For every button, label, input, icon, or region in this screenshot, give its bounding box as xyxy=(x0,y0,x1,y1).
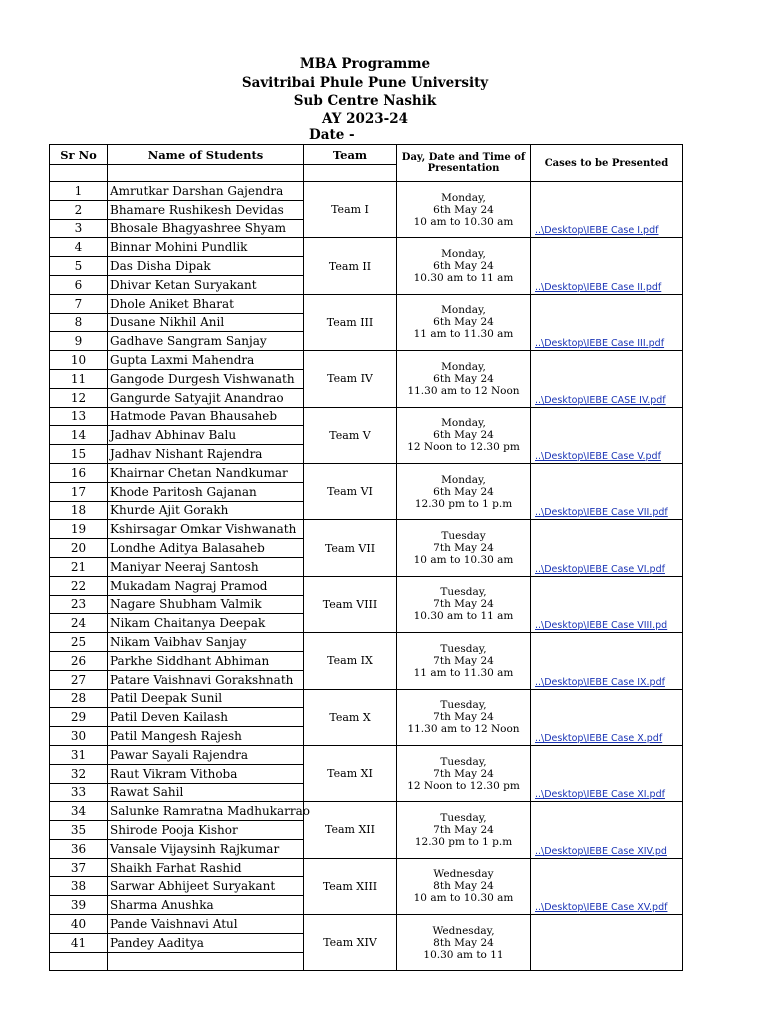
schedule-day: Monday, xyxy=(441,248,486,261)
schedule-time: 10.30 am to 11 am xyxy=(413,272,514,285)
student-name-cell: Kshirsagar Omkar Vishwanath xyxy=(108,520,304,539)
student-name-cell: Gangode Durgesh Vishwanath xyxy=(108,369,304,388)
sr-no-cell: 19 xyxy=(50,520,108,539)
schedule-day: Tuesday, xyxy=(440,811,487,824)
case-link[interactable]: ..\Desktop\IEBE Case V.pdf xyxy=(531,407,683,463)
schedule-time: 10 am to 10.30 am xyxy=(413,215,514,228)
student-name-cell: Shirode Pooja Kishor xyxy=(108,821,304,840)
schedule-time: 11 am to 11.30 am xyxy=(413,328,514,341)
schedule-date: 6th May 24 xyxy=(433,485,494,498)
sr-no-cell: 39 xyxy=(50,896,108,915)
student-name-cell: Gupta Laxmi Mahendra xyxy=(108,351,304,370)
sr-no-cell xyxy=(50,952,108,971)
schedule-day: Tuesday, xyxy=(440,642,487,655)
schedule-date: 7th May 24 xyxy=(433,542,494,555)
student-name-cell: Patil Mangesh Rajesh xyxy=(108,727,304,746)
schedule-time: 11 am to 11.30 am xyxy=(413,666,514,679)
student-name-cell: Gangurde Satyajit Anandrao xyxy=(108,388,304,407)
team-cell: Team I xyxy=(304,182,397,238)
student-name-cell: Jadhav Abhinav Balu xyxy=(108,426,304,445)
team-cell: Team VIII xyxy=(304,576,397,632)
col-header-sr: Sr No xyxy=(50,145,108,165)
sr-no-cell: 9 xyxy=(50,332,108,351)
case-link[interactable]: ..\Desktop\IEBE Case XV.pdf xyxy=(531,858,683,914)
schedule-cell xyxy=(397,520,531,576)
sr-no-cell: 7 xyxy=(50,294,108,313)
schedule-date: 8th May 24 xyxy=(433,880,494,893)
team-cell: Team X xyxy=(304,689,397,745)
table-row xyxy=(50,238,683,257)
schedule-time: 10 am to 10.30 am xyxy=(413,892,514,905)
sr-no-cell: 29 xyxy=(50,708,108,727)
schedule-cell xyxy=(397,182,531,238)
col-header-team: Team xyxy=(304,145,397,165)
student-name-cell: Khurde Ajit Gorakh xyxy=(108,501,304,520)
student-name-cell: Dhole Aniket Bharat xyxy=(108,294,304,313)
student-name-cell: Shaikh Farhat Rashid xyxy=(108,858,304,877)
schedule-date: 7th May 24 xyxy=(433,711,494,724)
schedule-cell xyxy=(397,407,531,463)
schedule-cell xyxy=(397,689,531,745)
sr-no-cell: 22 xyxy=(50,576,108,595)
blank-cell xyxy=(50,165,108,182)
table-row xyxy=(50,407,683,426)
sr-no-cell: 2 xyxy=(50,200,108,219)
student-name-cell: Nikam Vaibhav Sanjay xyxy=(108,633,304,652)
sr-no-cell: 12 xyxy=(50,388,108,407)
schedule-time: 12 Noon to 12.30 pm xyxy=(407,779,520,792)
sr-no-cell: 26 xyxy=(50,651,108,670)
schedule-cell xyxy=(397,802,531,858)
sr-no-cell: 8 xyxy=(50,313,108,332)
student-name-cell: Dusane Nikhil Anil xyxy=(108,313,304,332)
schedule-date: 6th May 24 xyxy=(433,316,494,329)
schedule-cell xyxy=(397,858,531,914)
sr-no-cell: 17 xyxy=(50,482,108,501)
team-cell: Team XI xyxy=(304,745,397,801)
sr-no-cell: 18 xyxy=(50,501,108,520)
student-name-cell: Patil Deepak Sunil xyxy=(108,689,304,708)
sr-no-cell: 41 xyxy=(50,933,108,952)
student-name-cell: Bhosale Bhagyashree Shyam xyxy=(108,219,304,238)
student-name-cell: Bhamare Rushikesh Devidas xyxy=(108,200,304,219)
student-name-cell: Sarwar Abhijeet Suryakant xyxy=(108,877,304,896)
table-row xyxy=(50,689,683,708)
blank-cell xyxy=(304,165,397,182)
case-link[interactable]: ..\Desktop\IEBE Case II.pdf xyxy=(531,238,683,294)
student-name-cell xyxy=(108,952,304,971)
sr-no-cell: 20 xyxy=(50,539,108,558)
student-name-cell: Salunke Ramratna Madhukarrao xyxy=(108,802,304,821)
sr-no-cell: 3 xyxy=(50,219,108,238)
sr-no-cell: 33 xyxy=(50,783,108,802)
schedule-date: 7th May 24 xyxy=(433,767,494,780)
schedule-date: 7th May 24 xyxy=(433,823,494,836)
schedule-day: Monday, xyxy=(441,304,486,317)
team-cell: Team VII xyxy=(304,520,397,576)
table-row xyxy=(50,463,683,482)
student-name-cell: Rawat Sahil xyxy=(108,783,304,802)
case-link[interactable]: ..\Desktop\IEBE Case XIV.pd xyxy=(531,802,683,858)
schedule-cell xyxy=(397,238,531,294)
student-name-cell: Patil Deven Kailash xyxy=(108,708,304,727)
student-name-cell: Parkhe Siddhant Abhiman xyxy=(108,651,304,670)
case-link[interactable]: ..\Desktop\IEBE CASE IV.pdf xyxy=(531,351,683,407)
schedule-time: 10.30 am to 11 xyxy=(423,948,504,961)
case-link[interactable]: ..\Desktop\IEBE Case IX.pdf xyxy=(531,633,683,689)
student-name-cell: Londhe Aditya Balasaheb xyxy=(108,539,304,558)
sr-no-cell: 31 xyxy=(50,745,108,764)
sr-no-cell: 35 xyxy=(50,821,108,840)
sr-no-cell: 37 xyxy=(50,858,108,877)
schedule-body xyxy=(50,182,683,971)
sr-no-cell: 27 xyxy=(50,670,108,689)
case-link[interactable]: ..\Desktop\IEBE Case VII.pdf xyxy=(531,463,683,519)
case-link[interactable]: ..\Desktop\IEBE Case X.pdf xyxy=(531,689,683,745)
team-cell: Team III xyxy=(304,294,397,350)
schedule-date: 7th May 24 xyxy=(433,598,494,611)
case-link[interactable]: ..\Desktop\IEBE Case I.pdf xyxy=(531,182,683,238)
sr-no-cell: 11 xyxy=(50,369,108,388)
table-row xyxy=(50,576,683,595)
sr-no-cell: 16 xyxy=(50,463,108,482)
schedule-cell xyxy=(397,294,531,350)
table-row xyxy=(50,633,683,652)
university-name: Savitribai Phule Pune University xyxy=(241,75,489,91)
student-name-cell: Pandey Aaditya xyxy=(108,933,304,952)
student-name-cell: Pande Vaishnavi Atul xyxy=(108,915,304,934)
team-cell: Team VI xyxy=(304,463,397,519)
col-header-day: Day, Date and Time of Presentation xyxy=(397,145,531,182)
schedule-day: Wednesday, xyxy=(432,924,495,937)
schedule-cell xyxy=(397,351,531,407)
schedule-day: Tuesday xyxy=(441,530,486,543)
student-name-cell: Raut Vikram Vithoba xyxy=(108,764,304,783)
student-name-cell: Khairnar Chetan Nandkumar xyxy=(108,463,304,482)
team-cell: Team II xyxy=(304,238,397,294)
sr-no-cell: 23 xyxy=(50,595,108,614)
sr-no-cell: 24 xyxy=(50,614,108,633)
table-row xyxy=(50,520,683,539)
case-link[interactable]: ..\Desktop\IEBE Case VIII.pd xyxy=(531,576,683,632)
table-row xyxy=(50,351,683,370)
table-row xyxy=(50,858,683,877)
sr-no-cell: 4 xyxy=(50,238,108,257)
schedule-day: Tuesday, xyxy=(440,586,487,599)
schedule-date: 6th May 24 xyxy=(433,203,494,216)
student-name-cell: Das Disha Dipak xyxy=(108,257,304,276)
team-cell: Team XIII xyxy=(304,858,397,914)
table-row xyxy=(50,294,683,313)
schedule-time: 12 Noon to 12.30 pm xyxy=(407,441,520,454)
schedule-cell xyxy=(397,463,531,519)
col-header-cases: Cases to be Presented xyxy=(531,145,683,182)
schedule-cell xyxy=(397,745,531,801)
sr-no-cell: 40 xyxy=(50,915,108,934)
centre-name: Sub Centre Nashik xyxy=(293,93,437,109)
sr-no-cell: 10 xyxy=(50,351,108,370)
sr-no-cell: 6 xyxy=(50,275,108,294)
sr-no-cell: 21 xyxy=(50,557,108,576)
schedule-day: Wednesday xyxy=(433,868,494,881)
sr-no-cell: 30 xyxy=(50,727,108,746)
schedule-time: 11.30 am to 12 Noon xyxy=(407,723,520,736)
sr-no-cell: 13 xyxy=(50,407,108,426)
sr-no-cell: 15 xyxy=(50,445,108,464)
team-cell: Team IV xyxy=(304,351,397,407)
table-row xyxy=(50,182,683,201)
schedule-time: 12.30 pm to 1 p.m xyxy=(414,835,513,848)
schedule-day: Monday, xyxy=(441,417,486,430)
schedule-time: 10 am to 10.30 am xyxy=(413,554,514,567)
date-label: Date - xyxy=(309,127,355,143)
student-name-cell: Mukadam Nagraj Pramod xyxy=(108,576,304,595)
schedule-time: 11.30 am to 12 Noon xyxy=(407,384,520,397)
schedule-day: Monday, xyxy=(441,191,486,204)
schedule-date: 6th May 24 xyxy=(433,372,494,385)
team-cell: Team IX xyxy=(304,633,397,689)
schedule-date: 8th May 24 xyxy=(433,936,494,949)
table-row xyxy=(50,745,683,764)
student-name-cell: Binnar Mohini Pundlik xyxy=(108,238,304,257)
sr-no-cell: 34 xyxy=(50,802,108,821)
sr-no-cell: 5 xyxy=(50,257,108,276)
student-name-cell: Gadhave Sangram Sanjay xyxy=(108,332,304,351)
student-name-cell: Khode Paritosh Gajanan xyxy=(108,482,304,501)
team-cell: Team V xyxy=(304,407,397,463)
student-name-cell: Dhivar Ketan Suryakant xyxy=(108,275,304,294)
team-cell: Team XII xyxy=(304,802,397,858)
schedule-day: Monday, xyxy=(441,473,486,486)
case-link[interactable] xyxy=(531,915,683,971)
table-row xyxy=(50,802,683,821)
sr-no-cell: 38 xyxy=(50,877,108,896)
schedule-date: 6th May 24 xyxy=(433,429,494,442)
student-name-cell: Maniyar Neeraj Santosh xyxy=(108,557,304,576)
sr-no-cell: 25 xyxy=(50,633,108,652)
student-name-cell: Pawar Sayali Rajendra xyxy=(108,745,304,764)
sr-no-cell: 28 xyxy=(50,689,108,708)
student-name-cell: Vansale Vijaysinh Rajkumar xyxy=(108,839,304,858)
student-name-cell: Nagare Shubham Valmik xyxy=(108,595,304,614)
team-cell: Team XIV xyxy=(304,915,397,971)
blank-cell xyxy=(108,165,304,182)
schedule-date: 6th May 24 xyxy=(433,260,494,273)
student-name-cell: Jadhav Nishant Rajendra xyxy=(108,445,304,464)
student-name-cell: Nikam Chaitanya Deepak xyxy=(108,614,304,633)
case-link[interactable]: ..\Desktop\IEBE Case XI.pdf xyxy=(531,745,683,801)
schedule-day: Monday, xyxy=(441,360,486,373)
table-row xyxy=(50,915,683,934)
sr-no-cell: 32 xyxy=(50,764,108,783)
student-name-cell: Sharma Anushka xyxy=(108,896,304,915)
schedule-date: 7th May 24 xyxy=(433,654,494,667)
student-name-cell: Amrutkar Darshan Gajendra xyxy=(108,182,304,201)
case-link[interactable]: ..\Desktop\IEBE Case III.pdf xyxy=(531,294,683,350)
schedule-time: 10.30 am to 11 am xyxy=(413,610,514,623)
schedule-cell xyxy=(397,576,531,632)
schedule-cell xyxy=(397,915,531,971)
academic-year: AY 2023-24 xyxy=(321,111,409,127)
student-name-cell: Patare Vaishnavi Gorakshnath xyxy=(108,670,304,689)
sr-no-cell: 1 xyxy=(50,182,108,201)
sr-no-cell: 36 xyxy=(50,839,108,858)
programme-title: MBA Programme xyxy=(299,56,431,72)
schedule-cell xyxy=(397,633,531,689)
schedule-time: 12.30 pm to 1 p.m xyxy=(414,497,513,510)
schedule-table xyxy=(49,144,683,971)
student-name-cell: Hatmode Pavan Bhausaheb xyxy=(108,407,304,426)
sr-no-cell: 14 xyxy=(50,426,108,445)
schedule-day: Tuesday, xyxy=(440,699,487,712)
col-header-name: Name of Students xyxy=(108,145,304,165)
case-link[interactable]: ..\Desktop\IEBE Case VI.pdf xyxy=(531,520,683,576)
schedule-day: Tuesday, xyxy=(440,755,487,768)
